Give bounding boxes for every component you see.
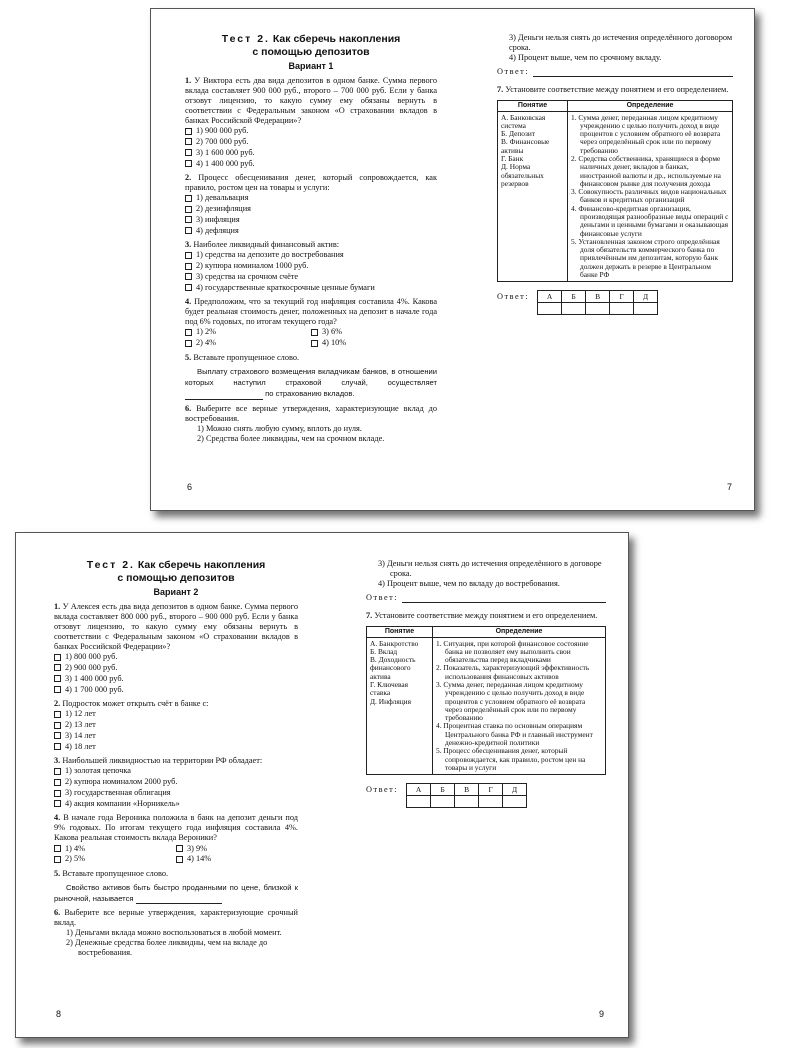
option-4[interactable]: 4) дефляция	[185, 225, 437, 236]
grid-header: Г	[479, 784, 503, 796]
checkbox[interactable]	[54, 732, 61, 739]
grid-header: Д	[503, 784, 527, 796]
checkbox[interactable]	[54, 856, 61, 863]
page-7	[497, 33, 733, 510]
checkbox[interactable]	[54, 779, 61, 786]
question-5-body: Выплату страхового возмещения вкладчикам банков, в отношении которых наступил страховой случай, осуществляет по страхованию вкладов.	[185, 366, 437, 399]
question-3: 3. Наибольшей ликвидностью на территории РФ обладает:	[54, 756, 263, 766]
checkbox[interactable]	[54, 743, 61, 750]
grid-header: В	[455, 784, 479, 796]
option-4[interactable]: 4) 1 400 000 руб.	[185, 158, 437, 169]
question-4: 4. Предположим, что за текущий год инфляция составила 4%. Какова будет реальная стоимость денег, положенных на депозит в начале года под 6% годовых, по итогам текущего года?	[185, 297, 438, 327]
answer-cell[interactable]	[455, 796, 479, 808]
column-header: Определение	[433, 626, 606, 637]
answer-cell[interactable]	[407, 796, 431, 808]
matching-table	[366, 626, 606, 775]
variant-heading: Вариант 2	[153, 587, 199, 598]
checkbox[interactable]	[54, 664, 61, 671]
grid-header: Д	[634, 291, 658, 303]
option-4[interactable]: 4) 1 700 000 руб.	[54, 684, 298, 695]
grid-header: Б	[562, 291, 586, 303]
checkbox[interactable]	[185, 216, 192, 223]
page-number: 6	[187, 482, 193, 492]
checkbox[interactable]	[185, 329, 192, 336]
statement-3: 3) Деньги нельзя снять до истечения определённого договором срока.	[509, 33, 733, 52]
grid-header: А	[538, 291, 562, 303]
grid-header: Г	[610, 291, 634, 303]
option-3[interactable]: 3) 6%	[311, 327, 437, 338]
option-2[interactable]: 2) 4%	[185, 338, 311, 349]
option-3[interactable]: 3) государственная облигация	[54, 788, 298, 799]
statement-2: 2) Денежные средства более ликвидны, чем на вкладе до востребования.	[66, 938, 268, 958]
definitions-cell: 1. Сумма денег, переданная лицом кредитному учреждению с целью получить доход в виде процентов с условием обратного её возврата через определённый срок или по первому требованию 2. Средства собственника, хранящиеся в форме наличных денег, вкладов в банках, иностранной валюты и др., используемые на финансовом рынке для получения дохода 3. Совокупность различных видов национальных банков и кредитных организаций 4. Финансово-кредитная организация, производящая разнообразные виды операций с деньгами и ценными бумагами и оказывающая финансовые услуги 5. Установленная законом строго определённая доля обязательств коммерческого банка по привлечённым им депозитам, которую банк должен держать в резерве в Центральном банке РФ	[568, 111, 733, 282]
variant-heading: Вариант 1	[288, 61, 334, 72]
checkbox[interactable]	[185, 138, 192, 145]
concepts-cell: А. Банковская система Б. Депозит В. Финансовые активы Г. Банк Д. Норма обязательных резервов	[498, 111, 568, 282]
checkbox[interactable]	[185, 128, 192, 135]
checkbox[interactable]	[54, 845, 61, 852]
statement-1: 1) Деньгами вклада можно воспользоваться в любой момент.	[66, 928, 282, 938]
checkbox[interactable]	[176, 856, 183, 863]
statement-3: 3) Деньги нельзя снять до истечения определённого в договоре срока.	[378, 559, 602, 578]
statement-4: 4) Процент выше, чем по срочному вкладу.	[509, 52, 662, 62]
option-3[interactable]: 3) 1 400 000 руб.	[54, 673, 298, 684]
column-header: Понятие	[367, 626, 433, 637]
option-4[interactable]: 4) 18 лет	[54, 741, 298, 752]
grid-header: А	[407, 784, 431, 796]
checkbox[interactable]	[185, 340, 192, 347]
question-5: 5. Вставьте пропущенное слово.	[54, 868, 169, 878]
page-number: 8	[56, 1009, 62, 1019]
page-9	[366, 559, 606, 1037]
workbook-spread-variant-2	[15, 532, 629, 1038]
option-1[interactable]: 1) 800 000 руб.	[54, 652, 298, 663]
answer-cell[interactable]	[610, 303, 634, 315]
question-7: 7. Установите соответствие между понятием и его определением.	[497, 84, 729, 94]
option-2[interactable]: 2) 5%	[54, 854, 176, 865]
checkbox[interactable]	[176, 845, 183, 852]
answer-cell[interactable]	[586, 303, 610, 315]
checkbox[interactable]	[54, 790, 61, 797]
grid-header: В	[586, 291, 610, 303]
question-5-body: Свойство активов быть быстро проданными по цене, близкой к рыночной, называется	[54, 882, 298, 904]
matching-table	[497, 100, 733, 282]
option-1[interactable]: 1) 4%	[54, 843, 176, 854]
column-header: Понятие	[498, 100, 568, 111]
question-1: 1. У Алексея есть два вида депозитов в одном банке. Сумма первого вклада составляет 800 000 руб., второго – 900 000 руб. Если у банка отзовут лицензию, то какую сумму ему обязаны вернуть в соответствии с Федеральным законом «О страховании вкладов в банках Российской Федерации»?	[54, 601, 299, 651]
option-1[interactable]: 1) 900 000 руб.	[185, 126, 437, 137]
option-3[interactable]: 3) 9%	[176, 843, 298, 854]
checkbox[interactable]	[54, 675, 61, 682]
checkbox[interactable]	[185, 195, 192, 202]
question-6: 6. Выберите все верные утверждения, характеризующие срочный вклад.	[54, 908, 298, 928]
answer-cell[interactable]	[431, 796, 455, 808]
question-2: 2. Подросток может открыть счёт в банке с:	[54, 698, 209, 708]
page-8	[54, 559, 298, 1037]
option-2[interactable]: 2) купюра номиналом 1000 руб.	[185, 261, 437, 272]
option-3[interactable]: 3) средства на срочном счёте	[185, 272, 437, 283]
question-2: 2. Процесс обесценивания денег, который сопровождается, как правило, ростом цен на товары и услуги:	[185, 172, 438, 192]
answer-cell[interactable]	[503, 796, 527, 808]
question-7: 7. Установите соответствие между понятием и его определением.	[366, 610, 598, 620]
answer-line[interactable]: Ответ:	[497, 67, 733, 77]
checkbox[interactable]	[311, 340, 318, 347]
question-1: 1. У Виктора есть два вида депозитов в одном банке. Сумма первого вклада составляет 900 000 руб., второго – 700 000 руб. Если у банка отзовут лицензию, то какую сумму ему обязаны вернуть в соответствии с Федеральным законом «О страховании вкладов в банках Российской Федерации»?	[185, 75, 437, 125]
question-4: 4. В начале года Вероника положила в банк на депозит деньги под 9% годовых. По итогам текущего года инфляция составила 4%. Какова реальная стоимость вклада Вероники?	[54, 813, 298, 843]
checkbox[interactable]	[185, 206, 192, 213]
question-6: 6. Выберите все верные утверждения, характеризующие вклад до востребования.	[185, 403, 437, 423]
checkbox[interactable]	[54, 686, 61, 693]
answer-blank[interactable]	[185, 392, 263, 400]
option-3[interactable]: 3) инфляция	[185, 214, 437, 225]
test-title: Тест 2. Как сберечь накопления с помощью депозитов	[221, 33, 401, 58]
option-1[interactable]: 1) 12 лет	[54, 709, 298, 720]
option-2[interactable]: 2) 900 000 руб.	[54, 663, 298, 674]
statement-1: 1) Можно снять любую сумму, вплоть до нуля.	[197, 423, 362, 433]
option-3[interactable]: 3) 1 600 000 руб.	[185, 147, 437, 158]
option-2[interactable]: 2) 13 лет	[54, 720, 298, 731]
page-number: 7	[726, 482, 732, 492]
option-3[interactable]: 3) 14 лет	[54, 730, 298, 741]
checkbox[interactable]	[54, 654, 61, 661]
checkbox[interactable]	[54, 711, 61, 718]
checkbox[interactable]	[311, 329, 318, 336]
option-4[interactable]: 4) 10%	[311, 338, 437, 349]
checkbox[interactable]	[185, 149, 192, 156]
answer-cell[interactable]	[538, 303, 562, 315]
definitions-cell: 1. Ситуация, при которой финансовое состояние банка не позволяет ему выполнить свои обязательства перед вкладчиками 2. Показатель, характеризующий эффективность использования финансовых активов 3. Сумма денег, переданная лицом кредитному учреждению с целью получить доход в виде процентов с условием обратного её возврата через определённый срок или по первому требованию 4. Процентная ставка по основным операциям Центрального банка РФ и главный инструмент денежно-кредитной политики 5. Процесс обесценивания денег, который сопровождается, как правило, ростом цен на товары и услуги	[433, 637, 606, 775]
checkbox[interactable]	[185, 273, 192, 280]
option-1[interactable]: 1) 2%	[185, 327, 311, 338]
statement-2: 2) Средства более ликвидны, чем на срочном вкладе.	[197, 433, 385, 443]
checkbox[interactable]	[54, 800, 61, 807]
checkbox[interactable]	[54, 722, 61, 729]
checkbox[interactable]	[185, 284, 192, 291]
answer-grid: Ответ: А Б В Г Д	[497, 290, 733, 315]
option-2[interactable]: 2) 700 000 руб.	[185, 137, 437, 148]
checkbox[interactable]	[54, 768, 61, 775]
page-6	[185, 33, 437, 510]
option-2[interactable]: 2) купюра номиналом 2000 руб.	[54, 777, 298, 788]
answer-grid: Ответ: А Б В Г Д	[366, 783, 606, 808]
checkbox[interactable]	[185, 263, 192, 270]
option-4[interactable]: 4) акция компании «Норникель»	[54, 798, 298, 809]
option-4[interactable]: 4) 14%	[176, 854, 298, 865]
answer-cell[interactable]	[562, 303, 586, 315]
checkbox[interactable]	[185, 160, 192, 167]
option-1[interactable]: 1) девальвация	[185, 193, 437, 204]
concepts-cell: А. Банкротство Б. Вклад В. Доходность финансового актива Г. Ключевая ставка Д. Инфляция	[367, 637, 433, 775]
answer-blank[interactable]	[136, 896, 222, 904]
question-3: 3. Наиболее ликвидный финансовый актив:	[185, 240, 340, 250]
option-1[interactable]: 1) средства на депозите до востребования	[185, 250, 437, 261]
answer-cell[interactable]	[634, 303, 658, 315]
column-header: Определение	[568, 100, 733, 111]
option-4[interactable]: 4) государственные краткосрочные ценные бумаги	[185, 282, 437, 293]
grid-header: Б	[431, 784, 455, 796]
workbook-spread-variant-1	[150, 8, 755, 511]
statement-4: 4) Процент выше, чем по вкладу до востребования.	[378, 578, 560, 588]
checkbox[interactable]	[185, 227, 192, 234]
option-2[interactable]: 2) дезинфляция	[185, 204, 437, 215]
answer-cell[interactable]	[479, 796, 503, 808]
test-title: Тест 2. Как сберечь накопления с помощью депозитов	[86, 559, 266, 584]
page-number: 9	[598, 1009, 604, 1019]
question-5: 5. Вставьте пропущенное слово.	[185, 352, 300, 362]
option-1[interactable]: 1) золотая цепочка	[54, 766, 298, 777]
checkbox[interactable]	[185, 252, 192, 259]
answer-line[interactable]: Ответ:	[366, 593, 606, 603]
